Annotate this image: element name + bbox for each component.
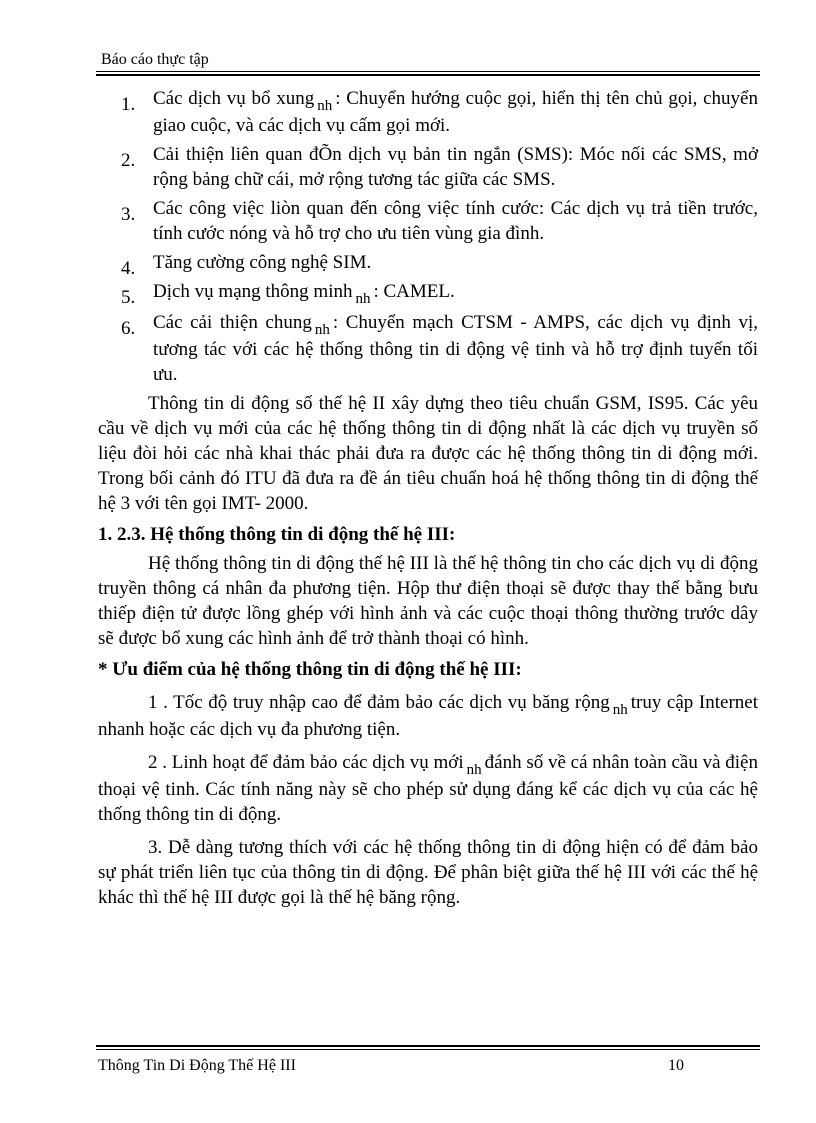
list-number: 6. <box>121 318 136 339</box>
list-text-cont: : Chuyển hướng cuộc gọi, hiển thị tên chủ gọi, chuyển giao cuộc, và các dịch vụ cấm gọi mới. <box>153 88 758 136</box>
page-number: 10 <box>668 1057 684 1074</box>
list-text: Các công việc liòn quan đến công việc tính cước: Các dịch vụ trả tiền trước, tính cước nóng và hỗ trợ cho ưu tiên vùng gia đình. <box>153 198 758 244</box>
list-number: 1. <box>121 94 136 115</box>
list-text: Dịch vụ mạng thông minh <box>153 281 353 302</box>
list-text: Cải thiện liên quan đÕn dịch vụ bản tin ngắn (SMS): Móc nối các SMS, mở rộng bảng chữ cái, mở rộng tương tác giữa các SMS. <box>153 144 758 190</box>
list-item <box>98 196 758 246</box>
list-item <box>98 86 758 138</box>
advantage-text: 3. Dễ dàng tương thích với các hệ thống thông tin di động hiện có để đảm bảo sự phát triển liên tục của thông tin di động. Để phân biệt giữa thế hệ III với các thế hệ khác thì thế hệ III được gọi là thế hệ băng rộng. <box>98 837 758 908</box>
list-text: Các cải thiện chung <box>153 312 312 333</box>
list-subscript: nh <box>314 322 330 338</box>
list-number: 3. <box>121 204 136 225</box>
section-paragraph: Hệ thống thông tin di động thế hệ III là thế hệ thông tin cho các dịch vụ di động truyền thông cá nhân đa phương tiện. Hộp thư điện thoại sẽ được thay thế bằng bưu thiếp điện tử được lồng ghép với hình ảnh và các cuộc thoại thông thường trước dây sẽ được bổ xung các hình ảnh để trở thành thoại có hình. <box>98 553 758 649</box>
header-rule-thick <box>96 74 760 76</box>
list-text-cont: : CAMEL. <box>373 281 455 302</box>
footer-title: Thông Tin Di Động Thế Hệ III <box>98 1057 296 1074</box>
list-item <box>98 142 758 192</box>
advantage-paragraph <box>98 835 758 910</box>
advantage-subscript: nh <box>466 762 482 778</box>
header-title: Báo cáo thực tập <box>101 51 209 68</box>
advantage-text: 1 . Tốc độ truy nhập cao để đảm bảo các dịch vụ băng rộng <box>148 692 610 713</box>
advantage-paragraph <box>98 750 758 827</box>
advantage-text-cont: đánh số về cá nhân toàn cầu và điện thoại vệ tinh. Các tính năng này sẽ cho phép sử dụng đáng kể các dịch vụ của các hệ thống thông tin di động. <box>98 752 758 825</box>
list-subscript: nh <box>355 291 371 307</box>
list-item <box>98 279 758 306</box>
list-text-cont: : Chuyển mạch CTSM - AMPS, các dịch vụ định vị, tương tác với các hệ thống thông tin di động vệ tinh và hỗ trợ định tuyến tối ưu. <box>153 312 758 385</box>
advantage-text: 2 . Linh hoạt để đảm bảo các dịch vụ mới <box>148 752 464 773</box>
list-text: Các dịch vụ bổ xung <box>153 88 315 109</box>
list-number: 2. <box>121 150 136 171</box>
list-subscript: nh <box>317 98 333 114</box>
advantage-text-cont: truy cập Internet nhanh hoặc các dịch vụ đa phương tiện. <box>98 692 758 740</box>
footer-rule-thick <box>96 1045 760 1047</box>
list-text: Tăng cường công nghệ SIM. <box>153 252 372 273</box>
list-item <box>98 310 758 387</box>
intro-paragraph: Thông tin di động số thế hệ II xây dựng theo tiêu chuẩn GSM, IS95. Các yêu cầu về dịch vụ mới của các hệ thống thông tin di động nhất là các dịch vụ truyền số liệu đòi hỏi các nhà khai thác phải đưa ra được các hệ thống thông tin di động mới. Trong bối cảnh đó ITU đã đưa ra đề án tiêu chuẩn hoá hệ thống thông tin di động thế hệ 3 với tên gọi IMT- 2000. <box>98 393 758 514</box>
list-number: 4. <box>121 258 136 279</box>
header-rule-thin <box>96 71 760 72</box>
list-item <box>98 250 758 279</box>
footer-rule-thin <box>96 1049 760 1050</box>
advantage-subscript: nh <box>612 702 628 718</box>
advantage-paragraph <box>98 690 758 742</box>
section-heading: 1. 2.3. Hệ thống thông tin di động thế hệ III: <box>98 524 456 545</box>
document-body <box>98 86 758 910</box>
advantages-heading: * Ưu điểm của hệ thống thông tin di động thế hệ III: <box>98 659 522 680</box>
list-number: 5. <box>121 287 136 308</box>
